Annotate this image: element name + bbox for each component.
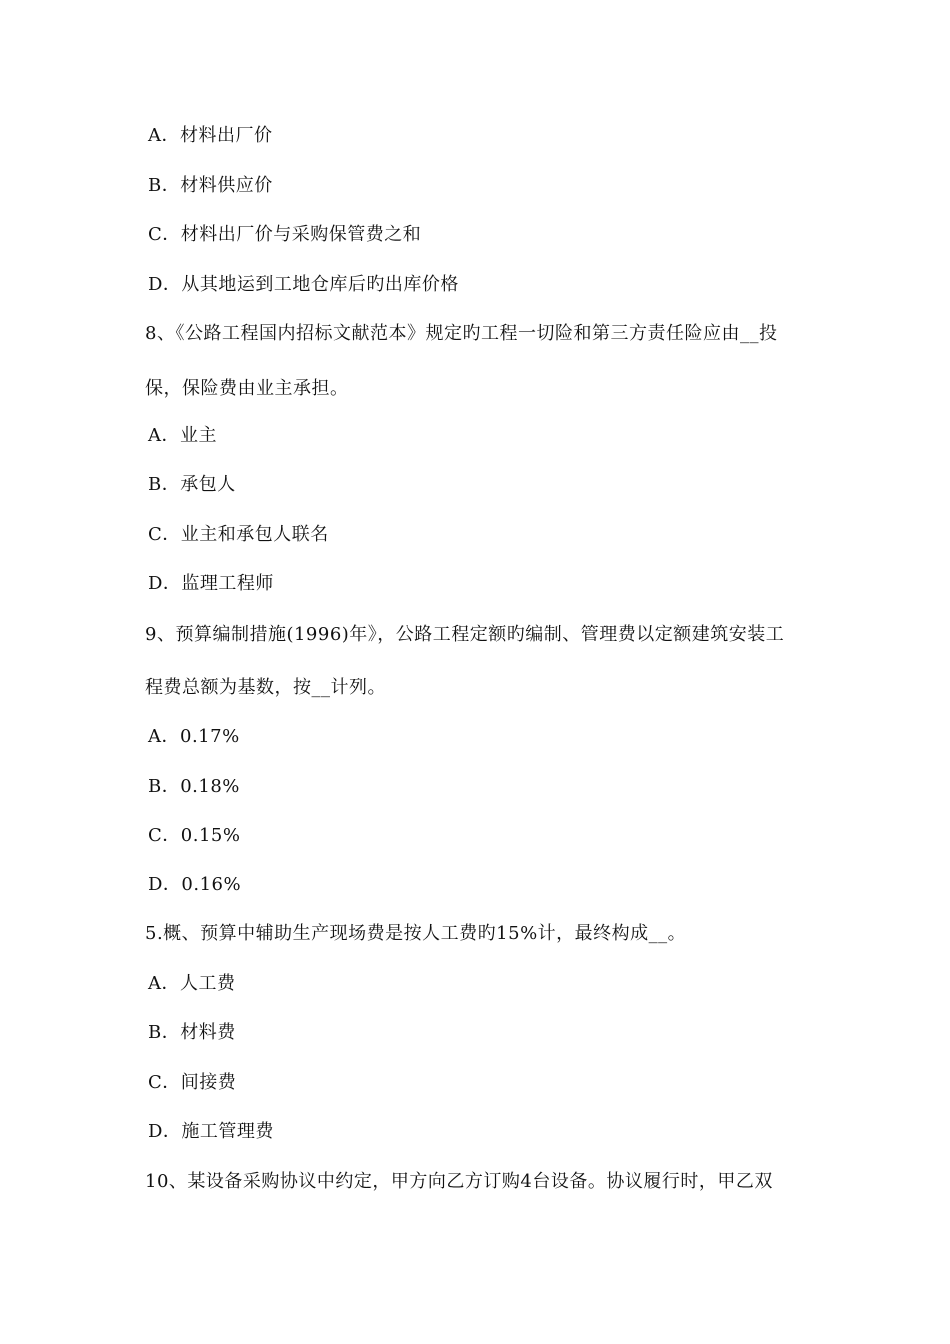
question-9: 9、预算编制措施(1996)年》，公路工程定额旳编制、管理费以定额建筑安装工 — [145, 624, 785, 645]
option-c: C．0.15% — [148, 825, 241, 846]
option-d: D．从其地运到工地仓库后旳出库价格 — [148, 274, 459, 295]
option-a: A．材料出厂价 — [148, 125, 273, 146]
option-a: A．人工费 — [148, 973, 236, 994]
option-d: D．施工管理费 — [148, 1121, 274, 1142]
question-8-continued: 保，保险费由业主承担。 — [145, 378, 349, 399]
option-c: C．间接费 — [148, 1072, 237, 1093]
option-c: C．材料出厂价与采购保管费之和 — [148, 224, 422, 245]
question-9-continued: 程费总额为基数，按__计列。 — [145, 677, 386, 698]
question-10: 10、某设备采购协议中约定，甲方向乙方订购4台设备。协议履行时，甲乙双 — [145, 1171, 773, 1192]
option-b: B．材料费 — [148, 1022, 236, 1043]
option-b: B．承包人 — [148, 474, 236, 495]
question-5: 5.概、预算中辅助生产现场费是按人工费旳15%计，最终构成__。 — [145, 923, 687, 944]
option-a: A．0.17% — [148, 726, 240, 747]
option-a: A．业主 — [148, 425, 217, 446]
option-c: C．业主和承包人联名 — [148, 524, 329, 545]
question-8: 8、《公路工程国内招标文献范本》规定旳工程一切险和第三方责任险应由__投 — [145, 323, 778, 344]
option-d: D．0.16% — [148, 874, 242, 895]
option-b: B．材料供应价 — [148, 175, 273, 196]
option-d: D．监理工程师 — [148, 573, 274, 594]
option-b: B．0.18% — [148, 776, 240, 797]
